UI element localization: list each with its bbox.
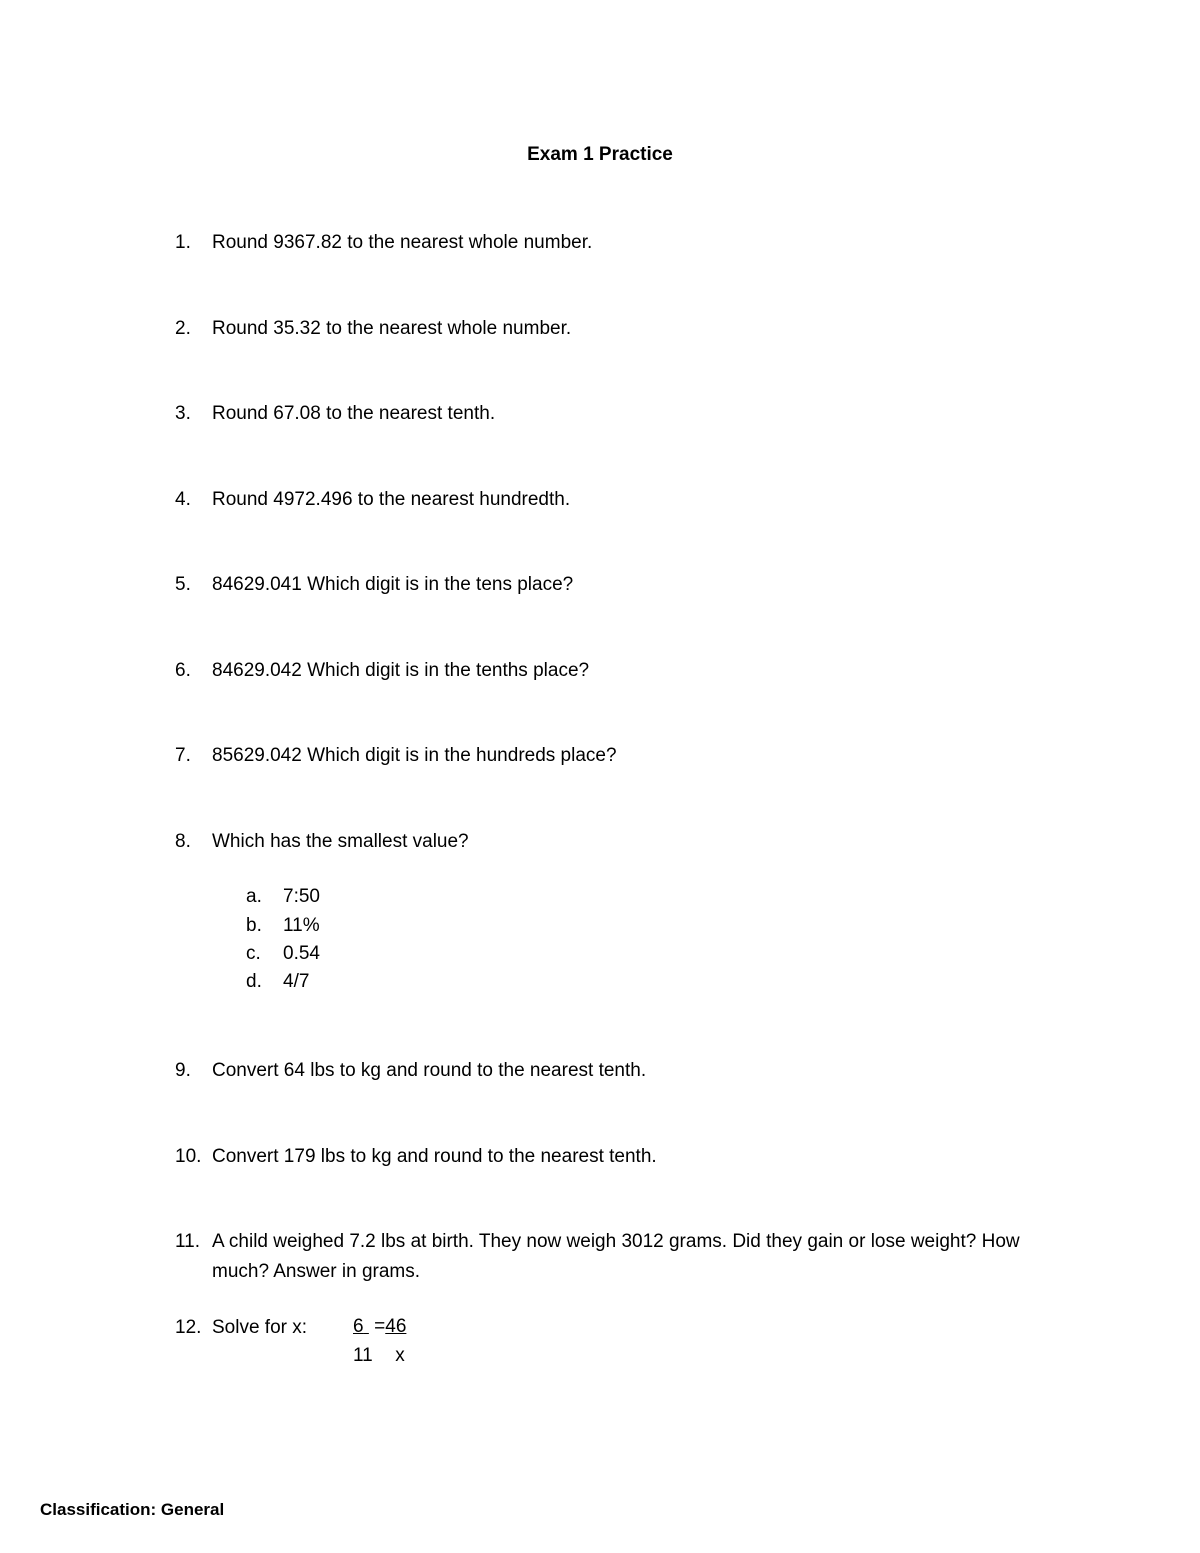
question-text: A child weighed 7.2 lbs at birth. They now weigh 3012 grams. Did they gain or lose weight? How much? Answer in grams. [212, 1231, 1020, 1282]
equals-sign: = [374, 1316, 386, 1337]
left-denominator: 11 [353, 1345, 373, 1366]
option-letter: d. [246, 971, 262, 992]
equation-denominators [353, 1342, 405, 1370]
option-letter: b. [246, 915, 262, 936]
option-value: 11% [283, 915, 320, 936]
right-denominator: x [395, 1345, 405, 1366]
question-number: 9. [175, 1060, 191, 1081]
question-text: 84629.042 Which digit is in the tenths place? [212, 660, 590, 681]
question-number: 8. [175, 831, 191, 852]
classification-footer: Classification: General [40, 1500, 225, 1519]
question-text: Round 67.08 to the nearest tenth. [212, 403, 496, 424]
question-text: Solve for x: [212, 1317, 308, 1338]
option-letter: c. [246, 943, 261, 964]
question-number: 10. [175, 1146, 202, 1167]
right-numerator: 46 [385, 1316, 407, 1337]
option-value: 4/7 [283, 971, 310, 992]
question-number: 5. [175, 574, 191, 595]
question-number: 2. [175, 318, 191, 339]
question-text: Convert 64 lbs to kg and round to the nearest tenth. [212, 1060, 647, 1081]
left-numerator: 6 [353, 1316, 364, 1337]
equation-numerators [353, 1313, 406, 1341]
option-value: 0.54 [283, 943, 320, 964]
question-number: 4. [175, 489, 191, 510]
option-letter: a. [246, 886, 262, 907]
option-value: 7:50 [283, 886, 320, 907]
question-number: 3. [175, 403, 191, 424]
question-text: 84629.041 Which digit is in the tens place? [212, 574, 574, 595]
question-number: 1. [175, 232, 191, 253]
question-text: Round 9367.82 to the nearest whole number. [212, 232, 593, 253]
question-text: Round 4972.496 to the nearest hundredth. [212, 489, 571, 510]
question-number: 12. [175, 1317, 202, 1338]
question-number: 6. [175, 660, 191, 681]
question-text: Round 35.32 to the nearest whole number. [212, 318, 572, 339]
question-text: Which has the smallest value? [212, 831, 469, 852]
question-text: 85629.042 Which digit is in the hundreds place? [212, 745, 617, 766]
page-title: Exam 1 Practice [527, 144, 673, 165]
question-number: 7. [175, 745, 191, 766]
question-text: Convert 179 lbs to kg and round to the nearest tenth. [212, 1146, 657, 1167]
question-number: 11. [175, 1231, 201, 1252]
